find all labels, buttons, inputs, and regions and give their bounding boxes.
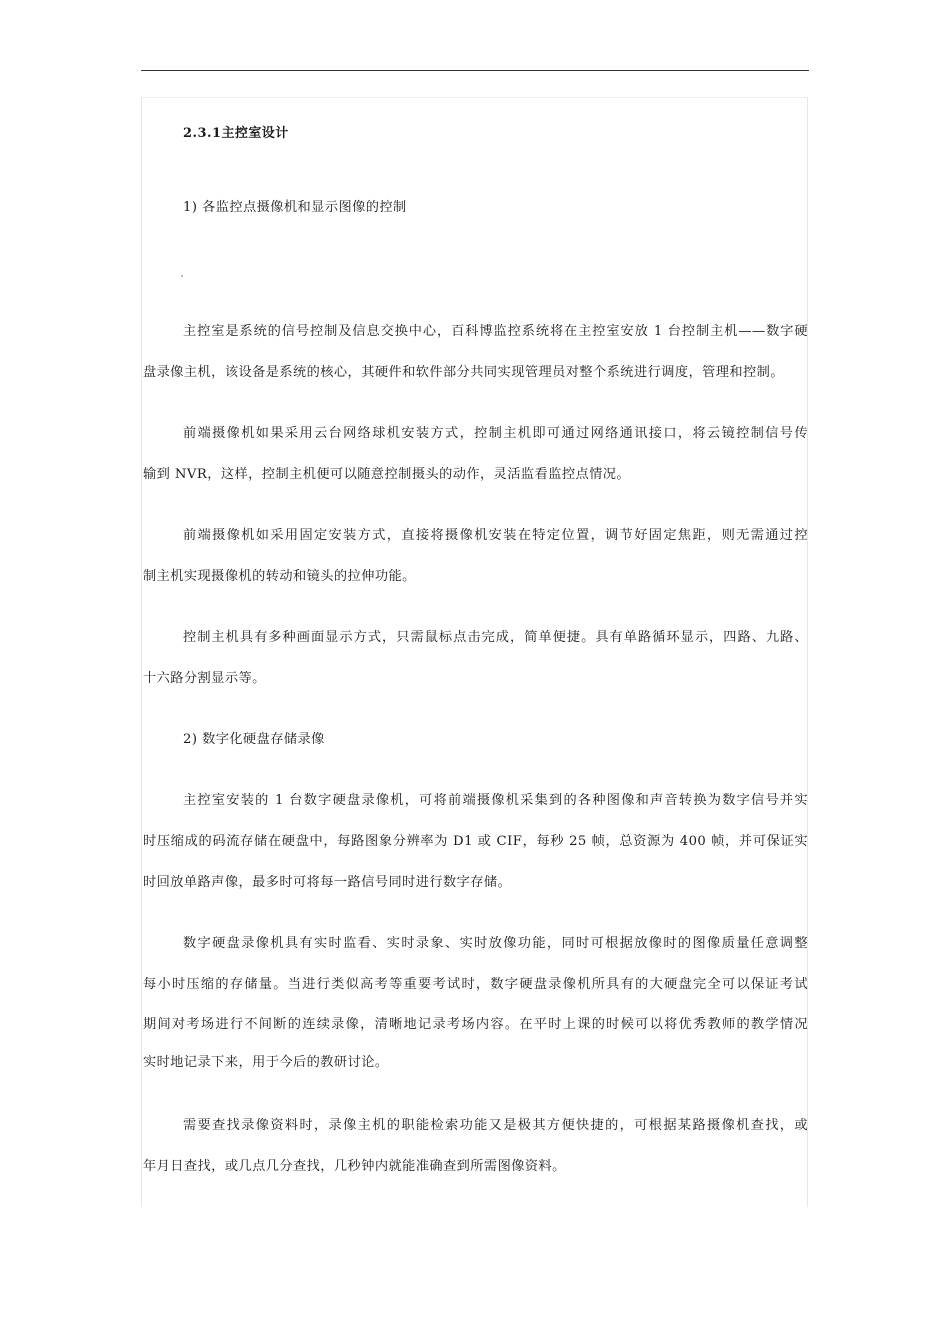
section-heading: 2.3.1主控室设计	[183, 126, 289, 141]
paragraph-7-line-2: 年月日查找，或几点几分查找，几秒钟内就能准确查到所需图像资料。	[143, 1159, 566, 1174]
paragraph-4-line-1: 控制主机具有多种画面显示方式，只需鼠标点击完成，简单便捷。具有单路循环显示，四路、九路、	[183, 630, 808, 645]
item-2-title: 2) 数字化硬盘存储录像	[183, 732, 325, 747]
paragraph-7-line-1: 需要查找录像资料时，录像主机的职能检索功能又是极其方便快捷的，可根据某路摄像机查找，或	[183, 1118, 808, 1133]
paragraph-2-line-2: 输到 NVR，这样，控制主机便可以随意控制摄头的动作，灵活监看监控点情况。	[143, 467, 631, 482]
paragraph-4-line-2: 十六路分割显示等。	[143, 671, 266, 686]
item-1-title: 1) 各监控点摄像机和显示图像的控制	[183, 200, 407, 215]
paragraph-6-line-3: 期间对考场进行不间断的连续录像，清晰地记录考场内容。在平时上课的时候可以将优秀教师的教学情况	[143, 1017, 808, 1032]
paragraph-2-line-1: 前端摄像机如果采用云台网络球机安装方式，控制主机即可通过网络通讯接口，将云镜控制信号传	[183, 426, 808, 441]
paragraph-1-line-1: 主控室是系统的信号控制及信息交换中心，百科博监控系统将在主控室安放 1 台控制主机——数字硬	[183, 324, 808, 339]
paragraph-3-line-1: 前端摄像机如采用固定安装方式，直接将摄像机安装在特定位置，调节好固定焦距，则无需通过控	[183, 528, 808, 543]
paragraph-6-line-4: 实时地记录下来，用于今后的教研讨论。	[143, 1055, 389, 1070]
stray-mark	[181, 275, 183, 277]
paragraph-5-line-3: 时回放单路声像，最多时可将每一路信号同时进行数字存储。	[143, 875, 512, 890]
paragraph-3-line-2: 制主机实现摄像机的转动和镜头的拉伸功能。	[143, 569, 416, 584]
content-frame	[141, 97, 808, 1207]
paragraph-6-line-1: 数字硬盘录像机具有实时监看、实时录象、实时放像功能，同时可根据放像时的图像质量任意调整	[183, 936, 808, 951]
paragraph-5-line-2: 时压缩成的码流存储在硬盘中，每路图象分辨率为 D1 或 CIF，每秒 25 帧，总资源为 400 帧，并可保证实	[143, 834, 808, 849]
paragraph-5-line-1: 主控室安装的 1 台数字硬盘录像机，可将前端摄像机采集到的各种图像和声音转换为数字信号并实	[183, 793, 808, 808]
paragraph-6-line-2: 每小时压缩的存储量。当进行类似高考等重要考试时，数字硬盘录像机所具有的大硬盘完全可以保证考试	[143, 977, 808, 992]
paragraph-1-line-2: 盘录像主机，该设备是系统的核心，其硬件和软件部分共同实现管理员对整个系统进行调度，管理和控制。	[143, 365, 784, 380]
header-rule	[141, 70, 809, 71]
